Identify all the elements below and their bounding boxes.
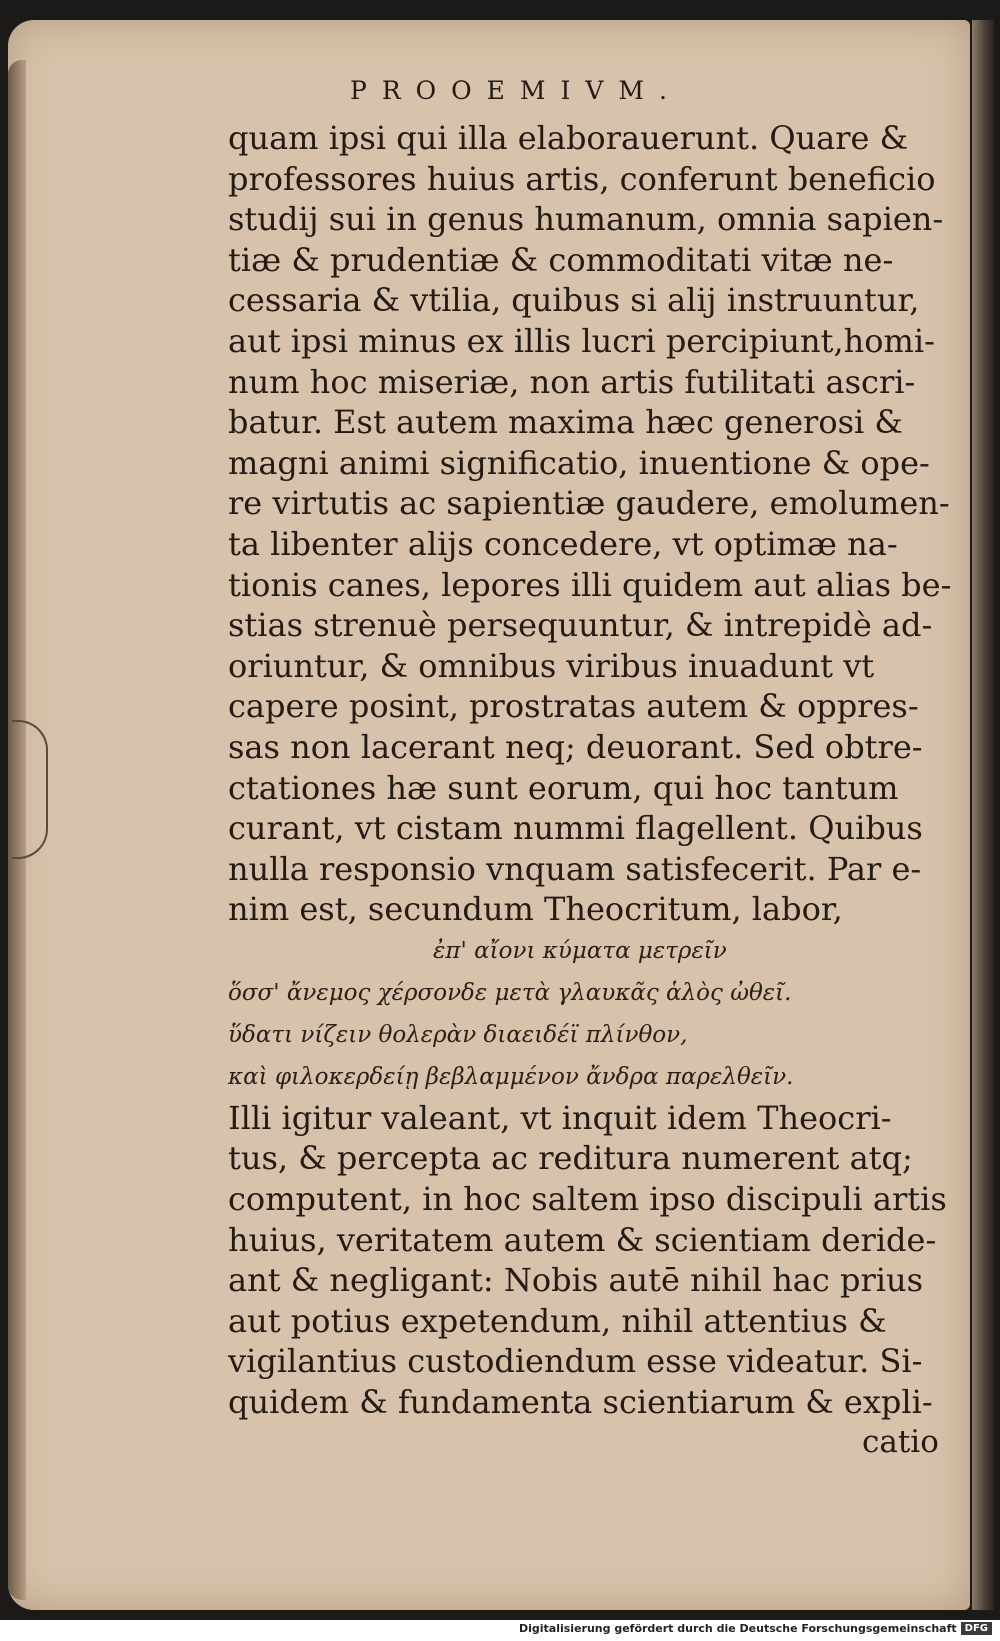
text-line: tiæ & prudentiæ & commoditati vitæ ne-: [228, 240, 894, 279]
text-line: nulla responsio vnquam satisfecerit. Par e-: [228, 849, 922, 888]
text-line: ant & negligant: Nobis autē nihil hac prius: [228, 1261, 924, 1300]
catchword: catio: [862, 1424, 939, 1460]
page-body: [228, 118, 952, 1423]
text-line: cessaria & vtilia, quibus si alij instruuntur,: [228, 281, 920, 320]
text-line: huius, veritatem autem & scientiam deride-: [228, 1220, 937, 1259]
text-line: aut ipsi minus ex illis lucri percipiunt,homi-: [228, 321, 935, 360]
text-line: Illi igitur valeant, vt inquit idem Theocri-: [228, 1098, 892, 1137]
funding-note: Digitalisierung gefördert durch die Deutsche Forschungsgemeinschaft: [518, 1622, 957, 1635]
text-line: stias strenuè persequuntur, & intrepidè ad-: [228, 606, 933, 645]
text-line: quam ipsi qui illa elaborauerunt. Quare &: [228, 119, 909, 157]
text-line: nim est, secundum Theocritum, labor,: [228, 890, 843, 929]
running-title: PROOEMIVM.: [350, 76, 682, 105]
text-line: computent, in hoc saltem ipso discipuli artis: [228, 1180, 947, 1219]
text-line: quidem & fundamenta scientiarum & expli-: [228, 1383, 933, 1422]
text-line: sas non lacerant neq; deuorant. Sed obtre-: [228, 727, 923, 766]
dfg-logo-icon: DFG: [961, 1622, 992, 1635]
text-line: re virtutis ac sapientiæ gaudere, emolumen-: [228, 484, 950, 523]
greek-verse-line: ὅσσ' ἄνεμος χέρσονδε μετὰ γλαυκᾶς ἁλὸς ὠθεῖ.: [228, 979, 792, 1006]
binding-clip: [12, 720, 48, 859]
text-line: capere posint, prostratas autem & oppres-: [228, 687, 919, 726]
text-line: studij sui in genus humanum, omnia sapien-: [228, 200, 944, 239]
text-line: tus, & percepta ac reditura numerent atq;: [228, 1139, 913, 1178]
text-line: oriuntur, & omnibus viribus inuadunt vt: [228, 646, 875, 685]
text-line: batur. Est autem maxima hæc generosi &: [228, 403, 903, 442]
greek-verse-line: ἐπ' αἴονι κύματα μετρεῖν: [433, 937, 727, 964]
facing-page-edge: [972, 20, 994, 1610]
text-line: professores huius artis, conferunt beneficio: [228, 159, 936, 198]
text-line: magni animi significatio, inuentione & ope-: [228, 443, 930, 482]
text-line: ta libenter alijs concedere, vt optimæ na-: [228, 524, 898, 563]
text-line: curant, vt cistam nummi flagellent. Quibus: [228, 809, 923, 848]
text-line: tionis canes, lepores illi quidem aut alias be-: [228, 565, 952, 604]
text-line: aut potius expetendum, nihil attentius &: [228, 1301, 887, 1340]
greek-verse-line: ὕδατι νίζειν θολερὰν διαειδέϊ πλίνθον,: [228, 1021, 688, 1048]
footer-credit: [519, 1622, 992, 1635]
text-line: num hoc miseriæ, non artis futilitati ascri-: [228, 362, 916, 401]
greek-verse-line: καὶ φιλοκερδείῃ βεβλαμμένον ἄνδρα παρελθεῖν.: [228, 1063, 794, 1090]
text-line: vigilantius custodiendum esse videatur. Si-: [228, 1342, 923, 1381]
text-line: ctationes hæ sunt eorum, qui hoc tantum: [228, 768, 899, 807]
